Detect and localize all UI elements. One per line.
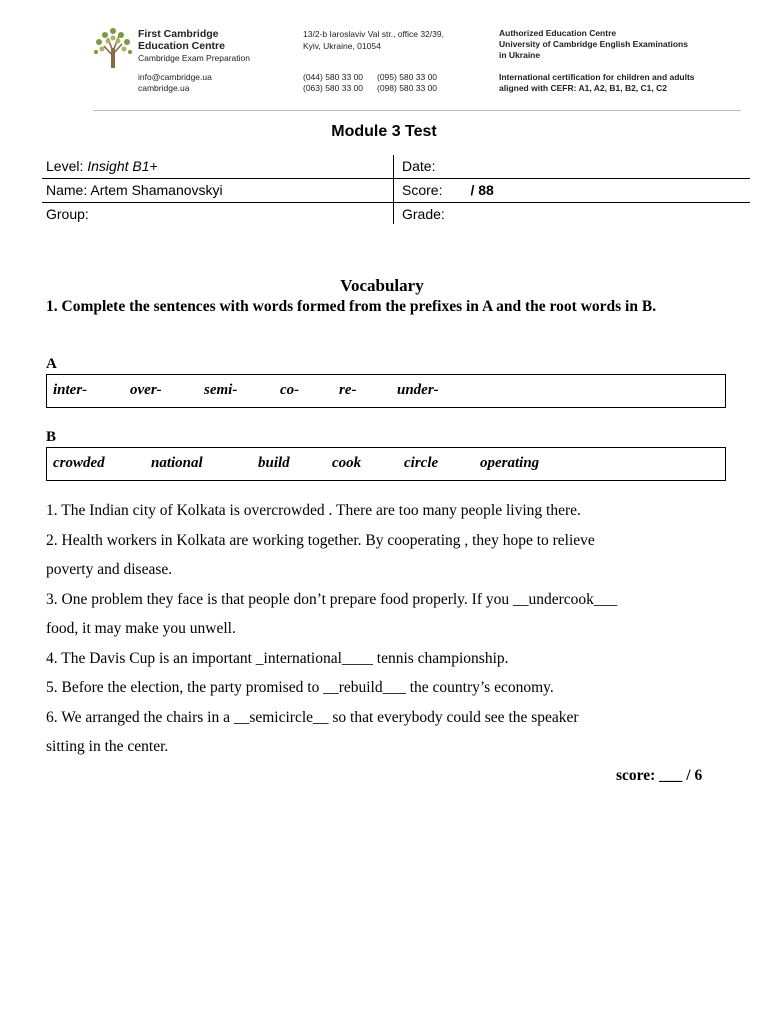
sentence-line: 4. The Davis Cup is an important _international____ tennis championship. — [46, 649, 509, 667]
prefix-word: re- — [339, 382, 357, 398]
prefix-word: semi- — [204, 382, 238, 398]
address-line1: 13/2-b Iaroslaviv Val str., office 32/39, — [303, 29, 444, 39]
student-info-table — [42, 155, 750, 226]
phone-number: (044) 580 33 00 — [303, 72, 364, 82]
exercise-instruction: 1. Complete the sentences with words formed from the prefixes in A and the root words in B. — [46, 298, 657, 315]
address — [303, 28, 444, 52]
score-value: / 88 — [470, 182, 494, 198]
sentence-line: 3. One problem they face is that people don’t prepare food properly. If you __undercook___ — [46, 590, 618, 608]
level-value: Insight B1+ — [87, 158, 158, 174]
auth-line1: Authorized Education Centre — [499, 28, 617, 38]
root-word: circle — [404, 455, 439, 471]
sentence-line: sitting in the center. — [46, 738, 169, 755]
page-title: Module 3 Test — [331, 123, 437, 140]
authorization-info — [499, 28, 688, 61]
box-b-label: B — [46, 429, 57, 445]
root-word: crowded — [53, 455, 105, 471]
phone-number: (095) 580 33 00 — [377, 72, 438, 82]
level-label: Level: — [46, 158, 88, 174]
root-word: build — [258, 455, 290, 471]
level-cell — [46, 158, 158, 174]
prefix-box — [46, 374, 726, 408]
sentence-line: food, it may make you unwell. — [46, 620, 236, 637]
header-divider — [93, 110, 741, 111]
tree-logo-icon — [92, 26, 134, 70]
org-name-line2: Education Centre — [138, 40, 225, 52]
email-link[interactable]: info@cambridge.ua — [138, 72, 212, 82]
section-title: Vocabulary — [340, 276, 424, 295]
cert-line1: International certification for children and adults — [499, 72, 695, 82]
table-row — [42, 179, 750, 203]
org-name — [138, 28, 225, 52]
org-subtitle: Cambridge Exam Preparation — [138, 53, 250, 63]
grade-cell[interactable]: Grade: — [402, 206, 445, 222]
root-word-box — [46, 447, 726, 481]
prefix-word: over- — [130, 382, 162, 398]
address-line2: Kyiv, Ukraine, 01054 — [303, 41, 381, 51]
sentence-line: 2. Health workers in Kolkata are working together. By cooperating , they hope to relieve — [46, 531, 595, 549]
exercise-score: score: ___ / 6 — [616, 767, 703, 784]
sentence-line: poverty and disease. — [46, 561, 173, 578]
phone-numbers — [303, 72, 451, 94]
org-contact — [138, 72, 212, 94]
date-cell[interactable]: Date: — [402, 158, 436, 174]
prefix-word: co- — [280, 382, 300, 398]
phone-number: (098) 580 33 00 — [377, 83, 438, 93]
letterhead — [0, 24, 768, 112]
prefix-word: inter- — [53, 382, 88, 398]
org-name-line1: First Cambridge — [138, 28, 219, 40]
root-word: operating — [480, 455, 540, 471]
sentence-line: 1. The Indian city of Kolkata is overcrowded . There are too many people living there. — [46, 502, 581, 519]
name-cell[interactable]: Name: Artem Shamanovskyi — [46, 182, 223, 198]
score-cell[interactable] — [402, 182, 494, 198]
group-cell[interactable]: Group: — [46, 206, 89, 222]
score-label: Score: — [402, 182, 443, 198]
box-a-label: A — [46, 356, 57, 372]
sentence-list — [46, 496, 736, 762]
table-row — [42, 203, 750, 226]
website-link[interactable]: cambridge.ua — [138, 83, 190, 93]
phone-number: (063) 580 33 00 — [303, 83, 364, 93]
auth-line2: University of Cambridge English Examinations — [499, 39, 688, 49]
prefix-word: under- — [397, 382, 439, 398]
root-word: cook — [332, 455, 362, 471]
table-row — [42, 155, 750, 179]
sentence-line: 5. Before the election, the party promised to __rebuild___ the country’s economy. — [46, 679, 554, 696]
certification-info — [499, 72, 695, 94]
sentence-line: 6. We arranged the chairs in a __semicircle__ so that everybody could see the speaker — [46, 708, 579, 726]
cert-line2: aligned with CEFR: A1, A2, B1, B2, C1, C2 — [499, 83, 667, 93]
root-word: national — [151, 455, 203, 471]
auth-line3: in Ukraine — [499, 50, 541, 60]
